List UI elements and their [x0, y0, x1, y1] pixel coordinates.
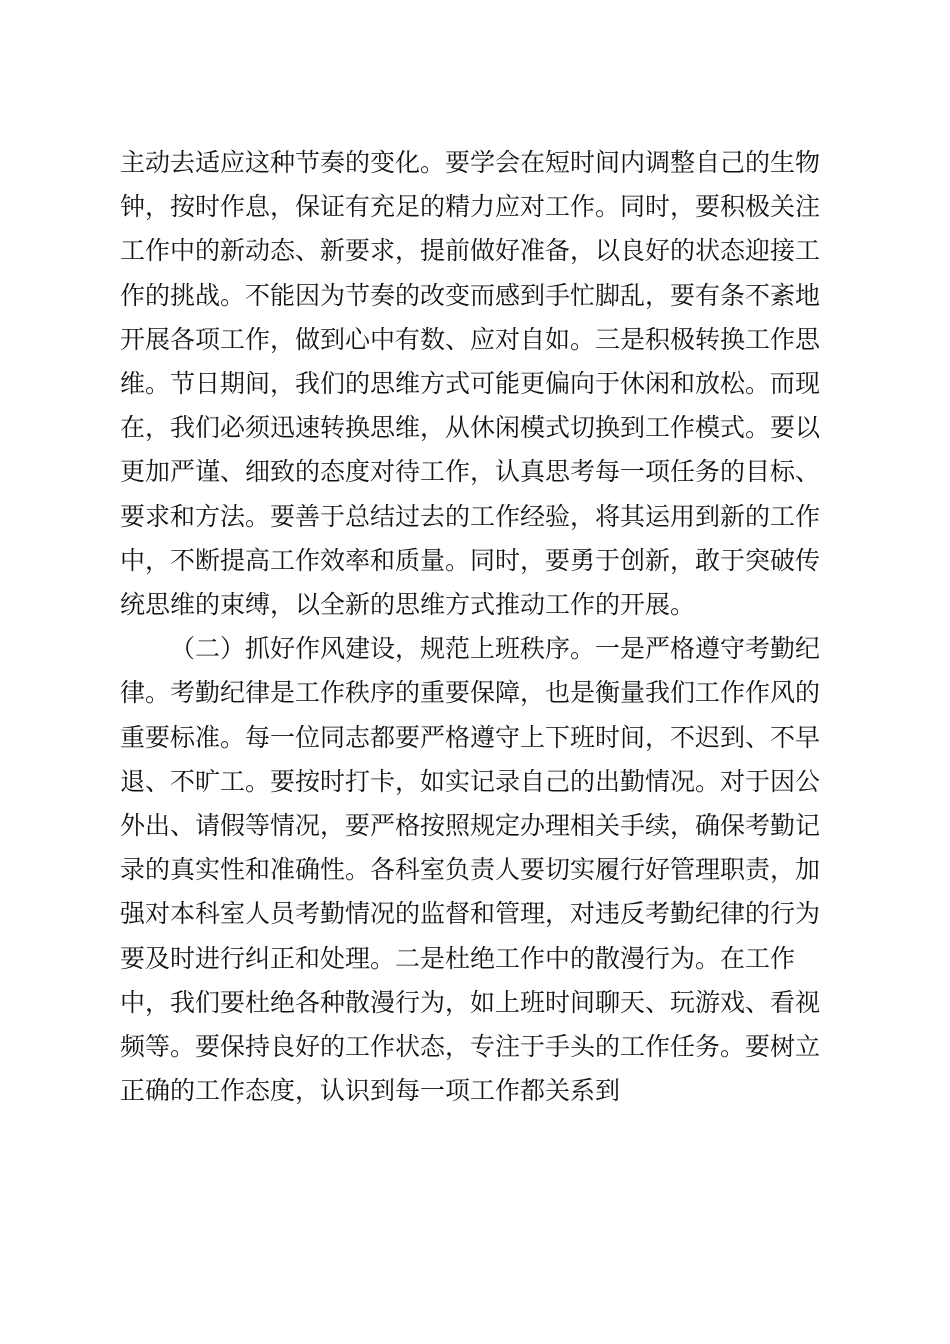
paragraph-continued: 主动去适应这种节奏的变化。要学会在短时间内调整自己的生物钟，按时作息，保证有充足的精力应对工作。同时，要积极关注工作中的新动态、新要求，提前做好准备，以良好的状态迎接工作的挑战。不能因为节奏的改变而感到手忙脚乱，要有条不紊地开展各项工作，做到心中有数、应对自如。三是积极转换工作思维。节日期间，我们的思维方式可能更偏向于休闲和放松。而现在，我们必须迅速转换思维，从休闲模式切换到工作模式。要以更加严谨、细致的态度对待工作，认真思考每一项任务的目标、要求和方法。要善于总结过去的工作经验，将其运用到新的工作中，不断提高工作效率和质量。同时，要勇于创新，敢于突破传统思维的束缚，以全新的思维方式推动工作的开展。: [120, 148, 821, 620]
document-body: [120, 141, 830, 1113]
paragraph-section-two: [120, 627, 830, 1113]
section-heading: （二）抓好作风建设，规范上班秩序。: [170, 634, 596, 664]
paragraph-body: 一是严格遵守考勤纪律。考勤纪律是工作秩序的重要保障，也是衡量我们工作作风的重要标准。每一位同志都要严格遵守上下班时间，不迟到、不早退、不旷工。要按时打卡，如实记录自己的出勤情况。对于因公外出、请假等情况，要严格按照规定办理相关手续，确保考勤记录的真实性和准确性。各科室负责人要切实履行好管理职责，加强对本科室人员考勤情况的监督和管理，对违反考勤纪律的行为要及时进行纠正和处理。二是杜绝工作中的散漫行为。在工作中，我们要杜绝各种散漫行为，如上班时间聊天、玩游戏、看视频等。要保持良好的工作状态，专注于手头的工作任务。要树立正确的工作态度，认识到每一项工作都关系到: [120, 634, 821, 1106]
